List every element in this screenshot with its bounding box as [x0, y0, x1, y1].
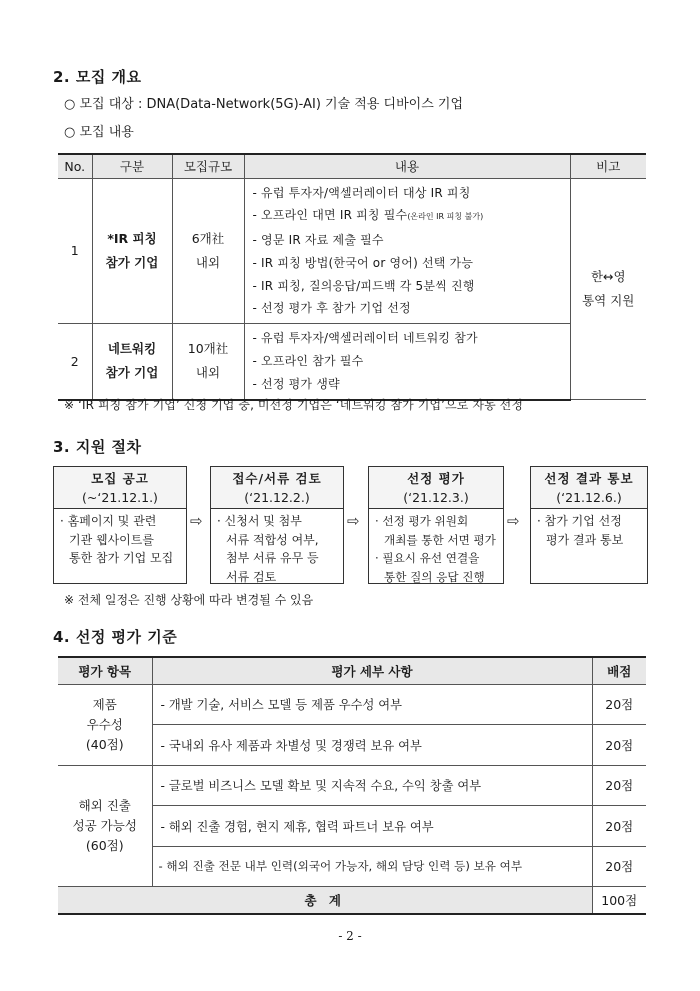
page-number: - 2 - — [338, 929, 362, 943]
step-line: 첨부 서류 유무 등 — [226, 551, 319, 565]
scale-line: 6개社 — [191, 230, 225, 246]
right-arrow-icon: ⇨ — [347, 512, 360, 530]
content-item: - 오프라인 참가 필수 — [252, 354, 364, 369]
content-item: - 유럽 투자자/액셀러레이터 네트워킹 참가 — [252, 331, 478, 346]
right-arrow-icon: ⇨ — [507, 512, 520, 530]
right-arrow-icon: ⇨ — [190, 512, 203, 530]
process-step-3 — [368, 466, 504, 584]
step-header — [54, 467, 186, 509]
content-item: - 선정 평가 생략 — [252, 376, 340, 391]
step-line: · 필요시 유선 연결을 — [375, 551, 480, 565]
content-item: - 선정 평가 후 참가 기업 선정 — [252, 301, 411, 316]
step-title: 접수/서류 검토 — [232, 471, 322, 486]
step-line: · 신청서 및 첨부 — [217, 514, 302, 528]
note-line: 통역 지원 — [582, 292, 635, 308]
process-step-1 — [53, 466, 187, 584]
group-line: (60점) — [85, 837, 124, 853]
step-title: 선정 평가 — [407, 471, 465, 486]
recruit-content-label: ○ 모집 내용 — [64, 125, 134, 140]
group-line: (40점) — [85, 736, 124, 752]
step-line: 서류 적합성 여부, — [226, 532, 319, 547]
row-content — [244, 178, 570, 324]
step-body — [211, 509, 343, 586]
step-header — [531, 467, 647, 509]
step-date: (‘21.12.6.) — [556, 490, 622, 505]
category-line: 참가 기업 — [105, 365, 159, 381]
row-content — [244, 324, 570, 400]
recruit-table — [58, 153, 646, 401]
category-line: 참가 기업 — [105, 254, 159, 270]
total-label: 총 계 — [58, 887, 592, 914]
header-no: No. — [58, 154, 92, 178]
step-date: (‘21.12.2.) — [244, 490, 310, 505]
content-item: - IR 피칭, 질의응답/피드백 각 5분씩 진행 — [252, 278, 475, 293]
table-row — [58, 324, 646, 400]
score: 20점 — [592, 846, 646, 887]
score: 20점 — [592, 765, 646, 806]
step-line: 개최를 통한 서면 평가 — [384, 532, 496, 547]
recruit-target: ○ 모집 대상 : DNA(Data-Network(5G)-AI) 기술 적용 디바이스 기업 — [64, 97, 463, 112]
step-title: 선정 결과 통보 — [544, 471, 634, 486]
step-line: · 참가 기업 선정 — [537, 514, 622, 528]
row-category — [92, 324, 172, 400]
scale-line: 10개社 — [187, 341, 229, 357]
step-line: 기관 웹사이트를 — [69, 532, 154, 547]
group-product — [58, 684, 152, 765]
score: 20점 — [592, 725, 646, 766]
step-header — [211, 467, 343, 509]
note-line: 한↔영 — [590, 268, 626, 284]
criterion: - 해외 진출 경험, 현지 제휴, 협력 파트너 보유 여부 — [152, 806, 592, 847]
group-line: 우수성 — [86, 716, 123, 732]
content-item: - 오프라인 대면 IR 피칭 필수(온라인 IR 피칭 불가) — [252, 208, 484, 223]
header-item: 평가 항목 — [58, 657, 152, 684]
process-step-4 — [530, 466, 648, 584]
criterion: - 국내외 유사 제품과 차별성 및 경쟁력 보유 여부 — [152, 725, 592, 766]
group-line: 해외 진출 — [78, 797, 131, 813]
criterion: - 개발 기술, 서비스 모델 등 제품 우수성 여부 — [152, 684, 592, 725]
row-no: 2 — [58, 324, 92, 400]
step-line: 서류 검토 — [226, 569, 277, 584]
content-item: - 유럽 투자자/액셀러레이터 대상 IR 피칭 — [252, 185, 471, 200]
criterion: - 해외 진출 전문 내부 인력(외국어 가능자, 해외 담당 인력 등) 보유 여부 — [152, 846, 592, 887]
step-header — [369, 467, 503, 509]
criterion: - 글로벌 비즈니스 모델 확보 및 지속적 수요, 수익 창출 여부 — [152, 765, 592, 806]
step-body — [54, 509, 186, 568]
header-note: 비고 — [570, 154, 646, 178]
step-line: · 선정 평가 위원회 — [375, 514, 469, 528]
group-overseas — [58, 765, 152, 887]
table-row — [58, 765, 646, 806]
scale-line: 내외 — [195, 365, 221, 381]
header-category: 구분 — [92, 154, 172, 178]
step-line: 통한 참가 기업 모집 — [69, 551, 174, 565]
section-3-heading: 3. 지원 절차 — [53, 438, 142, 456]
step-line: 통한 질의 응답 진행 — [384, 569, 485, 584]
category-line: *IR 피칭 — [107, 230, 157, 246]
row-scale — [172, 324, 244, 400]
step-body — [369, 509, 503, 586]
header-scale: 모집규모 — [172, 154, 244, 178]
total-row — [58, 887, 646, 914]
score: 20점 — [592, 684, 646, 725]
section-4-heading: 4. 선정 평가 기준 — [53, 628, 178, 646]
step-date: (~‘21.12.1.) — [82, 490, 158, 505]
section-3-footnote: ※ 전체 일정은 진행 상황에 따라 변경될 수 있음 — [64, 593, 314, 607]
content-item: - 영문 IR 자료 제출 필수 — [252, 233, 384, 248]
total-score: 100점 — [592, 887, 646, 914]
recruit-table-header — [58, 154, 646, 178]
step-line: · 홈페이지 및 관련 — [60, 514, 157, 528]
header-detail: 평가 세부 사항 — [152, 657, 592, 684]
step-title: 모집 공고 — [91, 471, 149, 486]
category-line: 네트워킹 — [107, 341, 157, 357]
section-2-footnote: ※ ‘IR 피칭 참가 기업’ 신청 기업 중, 미선정 기업은 ‘네트워킹 참가 기업’으로 자동 선정 — [64, 398, 524, 412]
content-item: - IR 피칭 방법(한국어 or 영어) 선택 가능 — [252, 255, 474, 270]
process-step-2 — [210, 466, 344, 584]
header-score: 배점 — [592, 657, 646, 684]
row-scale — [172, 178, 244, 324]
table-row — [58, 684, 646, 725]
evaluation-table-header — [58, 657, 646, 684]
group-line: 제품 — [92, 696, 117, 712]
row-no: 1 — [58, 178, 92, 324]
group-line: 성공 가능성 — [72, 817, 137, 833]
table-row — [58, 178, 646, 324]
step-line: 평가 결과 통보 — [546, 532, 624, 547]
content-item-note: (온라인 IR 피칭 불가) — [407, 212, 484, 222]
step-body — [531, 509, 647, 549]
header-content: 내용 — [244, 154, 570, 178]
evaluation-table — [58, 656, 646, 915]
row-note — [570, 178, 646, 400]
step-date: (‘21.12.3.) — [403, 490, 469, 505]
scale-line: 내외 — [195, 254, 221, 270]
score: 20점 — [592, 806, 646, 847]
section-2-heading: 2. 모집 개요 — [53, 68, 142, 86]
row-category — [92, 178, 172, 324]
